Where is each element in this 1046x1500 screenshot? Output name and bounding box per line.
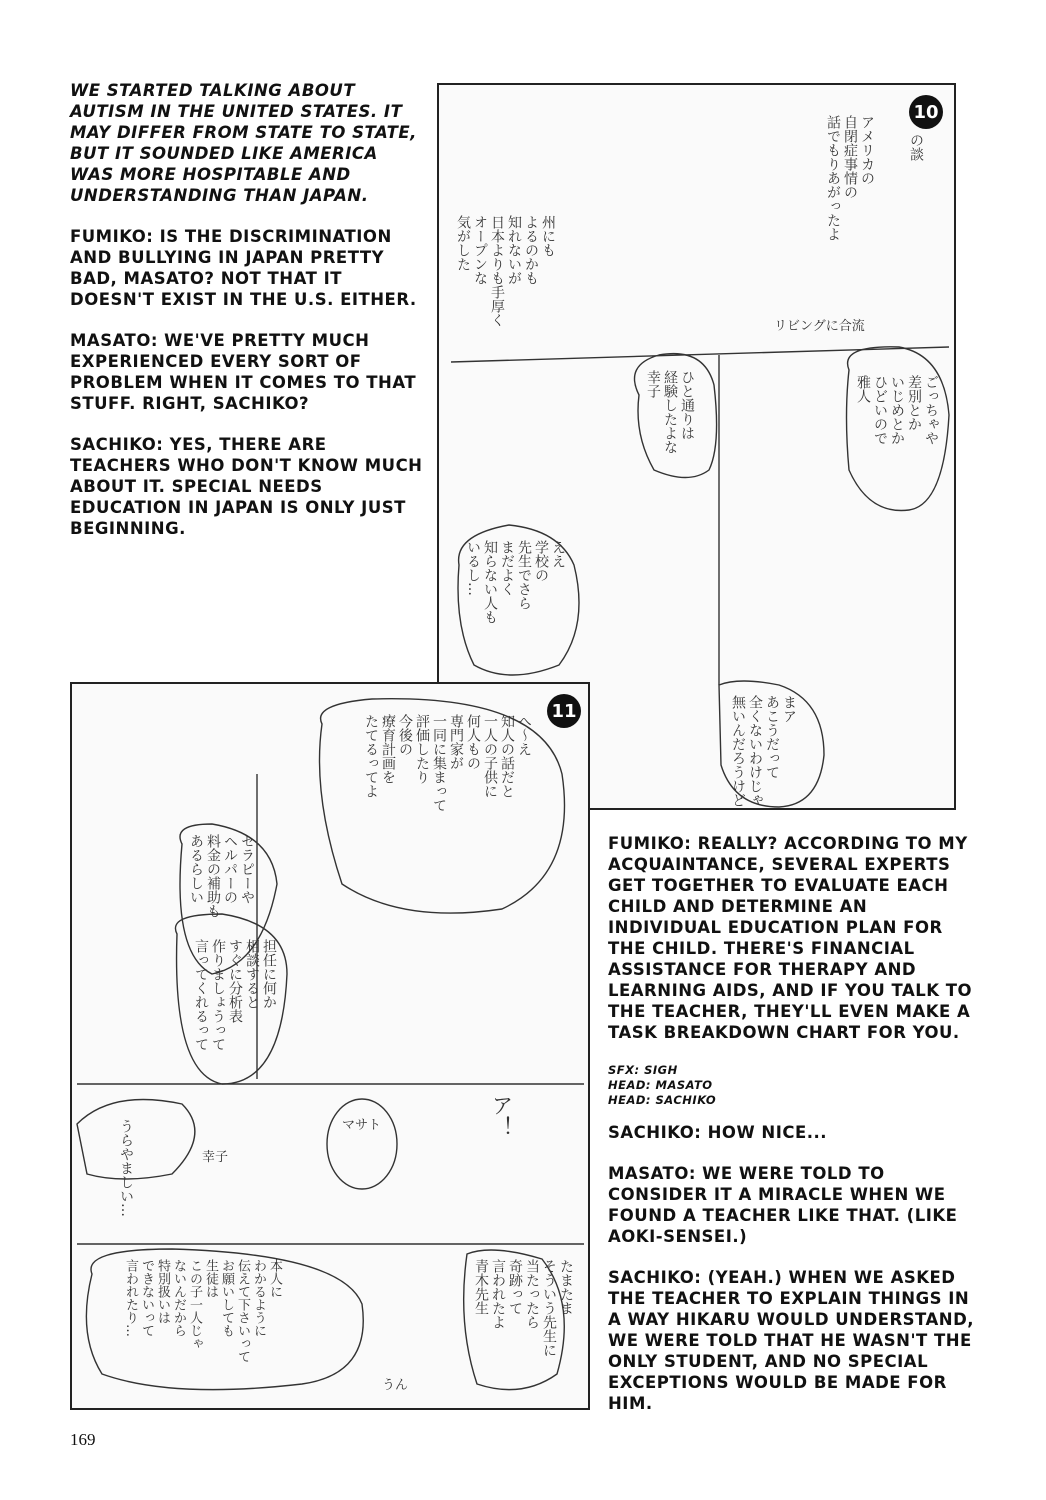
panel-10-title: アメリカの 自閉症事情の 話でもりあがったよ	[825, 115, 875, 241]
sfx-notes	[608, 1063, 983, 1108]
panel-10-caption: リビングに合流	[774, 319, 865, 334]
panel-10-state-note: 州にも よるのかも 知れないが 日本よりも手厚く オープンな 気がした	[455, 215, 556, 327]
panel-11	[70, 682, 590, 1410]
panel-10-bottom-right-bubble: まア あこうだって 全くないわけじゃ 無いんだろうけど	[730, 695, 797, 807]
panel-10-teacher-bubble: ええ 学校の 先生でさら まだよく 知らない人も いるし…	[465, 540, 566, 624]
left-text-column	[70, 80, 425, 559]
dialogue-masato-miracle: MASATO: WE WERE TOLD TO CONSIDER IT A MIRACLE WHEN WE FOUND A TEACHER LIKE THAT. (LIKE AOKI-SENSEI.)	[608, 1164, 958, 1246]
panel-11-help-bubble: セラピーや ヘルパーの 料金の補助も あるらしい	[188, 834, 255, 918]
page-number: 169	[70, 1430, 96, 1449]
sfx-sigh: SFX: SIGH	[608, 1063, 678, 1077]
panel-11-sachiko-head: 幸子	[202, 1150, 229, 1165]
panel-number-badge: 10	[909, 95, 943, 129]
right-text-column	[608, 833, 983, 1434]
dialogue-masato-problems: MASATO: WE'VE PRETTY MUCH EXPERIENCED EVERY SORT OF PROBLEM WHEN IT COMES TO THAT STUFF. RIGHT, SACHIKO?	[70, 331, 417, 413]
panel-10-heading: の談	[908, 133, 924, 161]
panel-10-sachiko-bubble: ひと通りは 経験したよな 幸子	[645, 370, 695, 454]
panel-11-teacher-bubble: 担任に何か 相談すると すぐに分析表 作りましょうって 言ってくれるって	[193, 939, 277, 1051]
dialogue-fumiko-experts: FUMIKO: REALLY? ACCORDING TO MY ACQUAINTANCE, SEVERAL EXPERTS GET TOGETHER TO EVALUATE EACH CHILD AND DETERMINE AN INDIVIDUAL EDUCATION PLAN FOR THE CHILD. THERE'S FINANCIAL ASSISTANCE FOR THERAPY AND LEARNING AIDS, AND IF YOU TALK TO THE TEACHER, THEY'LL EVEN MAKE A TASK BREAKDOWN CHART FOR YOU.	[608, 834, 973, 1042]
dialogue-fumiko-question: FUMIKO: IS THE DISCRIMINATION AND BULLYING IN JAPAN PRETTY BAD, MASATO? NOT THAT IT DOESN'T EXIST IN THE U.S. EITHER.	[70, 227, 417, 309]
sfx-head-sachiko: HEAD: SACHIKO	[608, 1093, 717, 1107]
panel-number-badge: 11	[547, 694, 581, 728]
panel-11-student-bubble: 本人に わかるように 伝えて下さいって お願いしても 生徒は この子一人じゃ ないんだから 特別扱いは できないって 言われたり…	[123, 1259, 282, 1363]
panel-11-masato-head: マサト	[342, 1118, 382, 1133]
dialogue-sachiko-nice: SACHIKO: HOW NICE...	[608, 1123, 828, 1142]
panel-11-sfx-a: ア！	[488, 1094, 513, 1138]
panel-11-un: うん	[382, 1378, 409, 1393]
sfx-head-masato: HEAD: MASATO	[608, 1078, 713, 1092]
panel-11-envy-bubble: うらやましい…	[118, 1119, 134, 1217]
panel-10-masato-bubble: ごっちゃや 差別とか いじめとか ひどいので 雅人	[855, 375, 939, 445]
panel-11-miracle-bubble: たまたま そういう先生に 当たったら 奇跡って 言われたよ 青木先生	[473, 1259, 574, 1357]
dialogue-sachiko-teacher: SACHIKO: (YEAH.) WHEN WE ASKED THE TEACHER TO EXPLAIN THINGS IN A WAY HIKARU WOULD UNDERSTAND, WE WERE TOLD THAT HE WASN'T THE ONLY STUDENT, AND NO SPECIAL EXCEPTIONS WOULD BE MADE FOR HIM.	[608, 1268, 975, 1413]
dialogue-sachiko-teachers: SACHIKO: YES, THERE ARE TEACHERS WHO DON'T KNOW MUCH ABOUT IT. SPECIAL NEEDS EDUCATION IN JAPAN IS ONLY JUST BEGINNING.	[70, 435, 423, 538]
intro-narration: WE STARTED TALKING ABOUT AUTISM IN THE UNITED STATES. IT MAY DIFFER FROM STATE TO STATE, BUT IT SOUNDED LIKE AMERICA WAS MORE HOSPITABLE AND UNDERSTANDING THAN JAPAN.	[70, 81, 417, 205]
panel-11-expert-bubble: へ～え 知人の話だと 一人の子供に 何人もの 専門家が 一同に集まって 評価したり 今後の 療育計画を たてるってよ	[363, 714, 532, 812]
